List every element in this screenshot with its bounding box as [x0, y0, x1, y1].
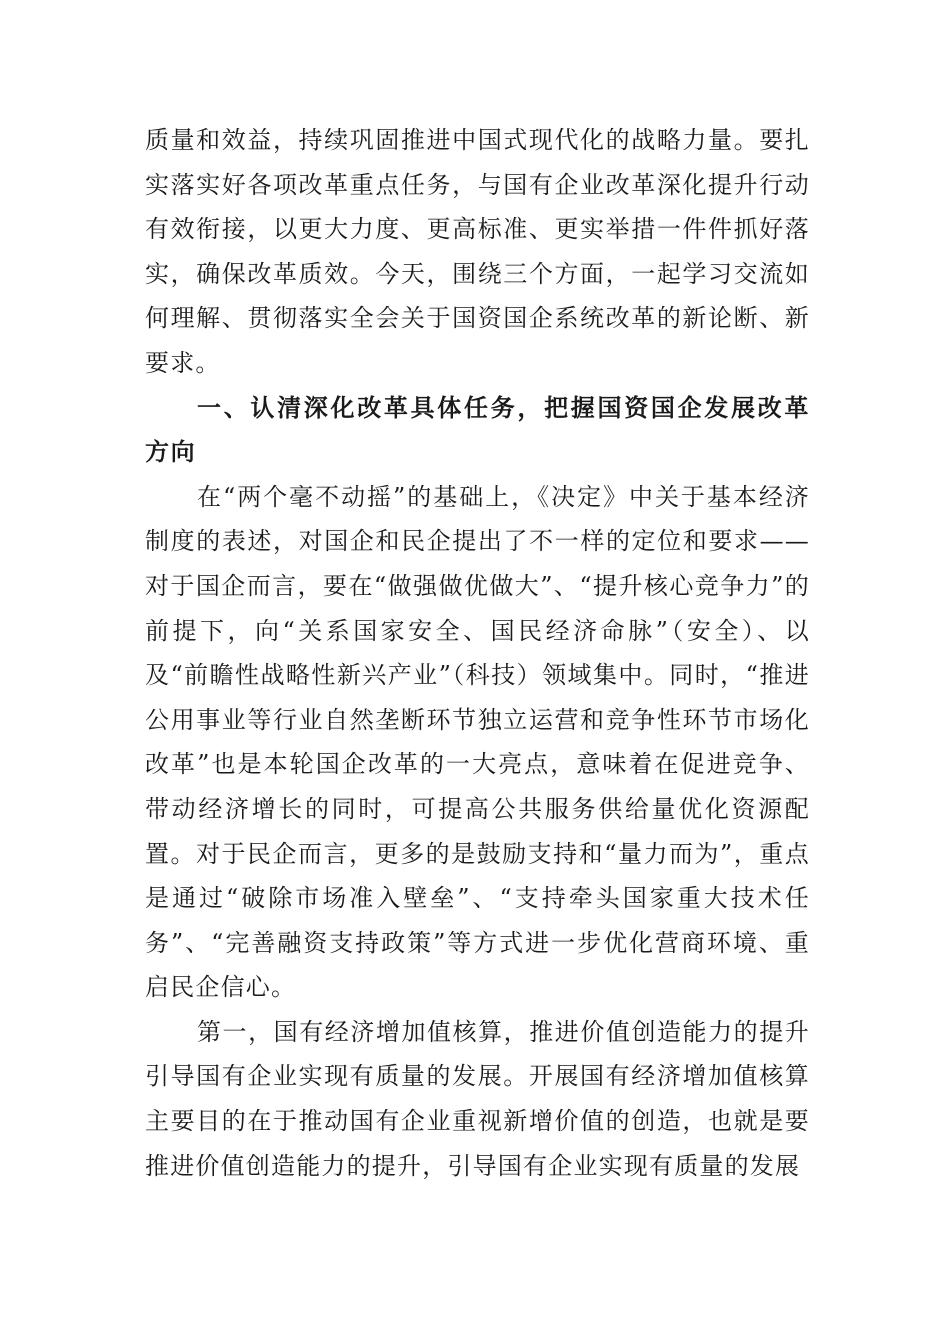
document-body [145, 118, 810, 1188]
paragraph-first-point: 第一，国有经济增加值核算，推进价值创造能力的提升引导国有企业实现有质量的发展。开展国有经济增加值核算主要目的在于推动国有企业重视新增价值的创造，也就是要推进价值创造能力的提升，引导国有企业实现有质量的发展 [145, 1017, 810, 1180]
section-heading: 一、认清深化改革具体任务，把握国资国企发展改革方向 [145, 393, 810, 467]
paragraph-basic-economic-system: 在“两个毫不动摇”的基础上，《决定》中关于基本经济制度的表述，对国企和民企提出了不一样的定位和要求——对于国企而言，要在“做强做优做大”、“提升核心竞争力”的前提下，向“关系国家安全、国民经济命脉”（安全）、以及“前瞻性战略性新兴产业”（科技）领域集中。同时，“推进公用事业等行业自然垄断环节独立运营和竞争性环节市场化改革”也是本轮国企改革的一大亮点，意味着在促进竞争、带动经济增长的同时，可提高公共服务供给量优化资源配置。对于民企而言，更多的是鼓励支持和“量力而为”，重点是通过“破除市场准入壁垒”、“支持牵头国家重大技术任务”、“完善融资支持政策”等方式进一步优化营商环境、重启民企信心。 [145, 482, 810, 1002]
paragraph-continuation: 质量和效益，持续巩固推进中国式现代化的战略力量。要扎实落实好各项改革重点任务，与国有企业改革深化提升行动有效衔接，以更大力度、更高标准、更实举措一件件抓好落实，确保改革质效。今天，围绕三个方面，一起学习交流如何理解、贯彻落实全会关于国资国企系统改革的新论断、新要求。 [145, 126, 810, 377]
